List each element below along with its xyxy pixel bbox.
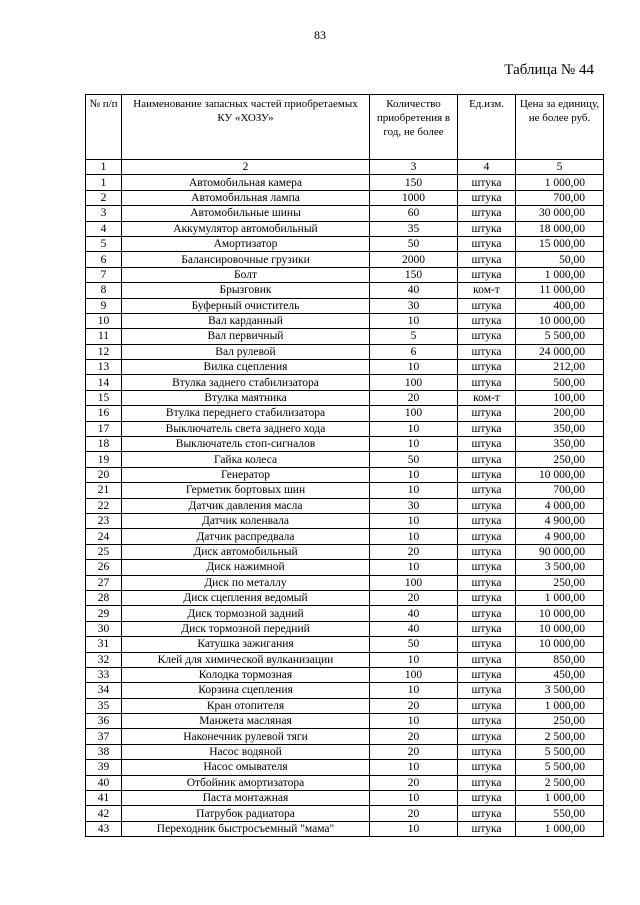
price: 5 500,00	[516, 329, 604, 344]
price: 2 500,00	[516, 775, 604, 790]
part-name: Клей для химической вулканизации	[122, 652, 370, 667]
table-row	[86, 560, 604, 575]
table-row	[86, 590, 604, 605]
table-caption: Таблица № 44	[504, 62, 594, 78]
quantity: 100	[370, 575, 458, 590]
price: 500,00	[516, 375, 604, 390]
row-number: 10	[86, 313, 122, 328]
part-name: Амортизатор	[122, 236, 370, 251]
col-number-5: 5	[516, 160, 604, 175]
table-row	[86, 575, 604, 590]
part-name: Датчик давления масла	[122, 498, 370, 513]
quantity: 6	[370, 344, 458, 359]
unit: штука	[458, 729, 516, 744]
quantity: 10	[370, 560, 458, 575]
quantity: 2000	[370, 252, 458, 267]
part-name: Датчик коленвала	[122, 513, 370, 528]
price: 400,00	[516, 298, 604, 313]
unit: штука	[458, 267, 516, 282]
unit: штука	[458, 821, 516, 836]
quantity: 20	[370, 390, 458, 405]
quantity: 10	[370, 821, 458, 836]
price: 1 000,00	[516, 175, 604, 190]
price: 24 000,00	[516, 344, 604, 359]
header-name: Наименование запасных частей приобретаемых КУ «ХОЗУ»	[122, 95, 370, 160]
price: 1 000,00	[516, 791, 604, 806]
price: 212,00	[516, 360, 604, 375]
row-number: 20	[86, 467, 122, 482]
header-price: Цена за единицу, не более руб.	[516, 95, 604, 160]
unit: штука	[458, 437, 516, 452]
row-number: 28	[86, 590, 122, 605]
quantity: 20	[370, 544, 458, 559]
price: 50,00	[516, 252, 604, 267]
unit: штука	[458, 667, 516, 682]
part-name: Катушка зажигания	[122, 637, 370, 652]
quantity: 50	[370, 236, 458, 251]
table-row	[86, 683, 604, 698]
unit: штука	[458, 637, 516, 652]
quantity: 1000	[370, 190, 458, 205]
unit: штука	[458, 683, 516, 698]
table-row	[86, 390, 604, 405]
quantity: 10	[370, 467, 458, 482]
price: 700,00	[516, 190, 604, 205]
table-row	[86, 513, 604, 528]
column-number-row	[86, 160, 604, 175]
part-name: Втулка заднего стабилизатора	[122, 375, 370, 390]
quantity: 50	[370, 637, 458, 652]
table-row	[86, 360, 604, 375]
price: 1 000,00	[516, 590, 604, 605]
row-number: 37	[86, 729, 122, 744]
row-number: 2	[86, 190, 122, 205]
unit: штука	[458, 498, 516, 513]
price: 10 000,00	[516, 621, 604, 636]
price: 11 000,00	[516, 283, 604, 298]
table-row	[86, 606, 604, 621]
part-name: Патрубок радиатора	[122, 806, 370, 821]
part-name: Брызговик	[122, 283, 370, 298]
row-number: 26	[86, 560, 122, 575]
price: 30 000,00	[516, 206, 604, 221]
row-number: 21	[86, 483, 122, 498]
table-row	[86, 175, 604, 190]
table-row	[86, 621, 604, 636]
row-number: 40	[86, 775, 122, 790]
unit: штука	[458, 206, 516, 221]
row-number: 42	[86, 806, 122, 821]
spare-parts-table	[85, 94, 604, 837]
part-name: Балансировочные грузики	[122, 252, 370, 267]
table-row	[86, 667, 604, 682]
unit: штука	[458, 575, 516, 590]
table-row	[86, 406, 604, 421]
unit: штука	[458, 529, 516, 544]
table-row	[86, 437, 604, 452]
header-number: № п/п	[86, 95, 122, 160]
quantity: 40	[370, 606, 458, 621]
row-number: 18	[86, 437, 122, 452]
part-name: Втулка маятника	[122, 390, 370, 405]
table-row	[86, 467, 604, 482]
price: 2 500,00	[516, 729, 604, 744]
quantity: 20	[370, 729, 458, 744]
table-row	[86, 821, 604, 836]
unit: штука	[458, 252, 516, 267]
header-quantity: Количество приобретения в год, не более	[370, 95, 458, 160]
quantity: 20	[370, 744, 458, 759]
row-number: 30	[86, 621, 122, 636]
row-number: 24	[86, 529, 122, 544]
price: 700,00	[516, 483, 604, 498]
price: 10 000,00	[516, 467, 604, 482]
table-row	[86, 267, 604, 282]
table-row	[86, 329, 604, 344]
quantity: 10	[370, 483, 458, 498]
quantity: 5	[370, 329, 458, 344]
part-name: Переходник быстросъемный "мама"	[122, 821, 370, 836]
part-name: Диск тормозной передний	[122, 621, 370, 636]
quantity: 10	[370, 313, 458, 328]
part-name: Вал рулевой	[122, 344, 370, 359]
unit: штука	[458, 606, 516, 621]
row-number: 16	[86, 406, 122, 421]
table-row	[86, 313, 604, 328]
part-name: Вал первичный	[122, 329, 370, 344]
table-row	[86, 775, 604, 790]
price: 5 500,00	[516, 760, 604, 775]
table-row	[86, 698, 604, 713]
quantity: 40	[370, 283, 458, 298]
row-number: 13	[86, 360, 122, 375]
col-number-2: 2	[122, 160, 370, 175]
table-row	[86, 483, 604, 498]
price: 3 500,00	[516, 560, 604, 575]
table-row	[86, 544, 604, 559]
part-name: Диск автомобильный	[122, 544, 370, 559]
table-row	[86, 652, 604, 667]
table-row	[86, 298, 604, 313]
quantity: 10	[370, 760, 458, 775]
row-number: 41	[86, 791, 122, 806]
unit: штука	[458, 344, 516, 359]
quantity: 10	[370, 683, 458, 698]
row-number: 25	[86, 544, 122, 559]
price: 10 000,00	[516, 606, 604, 621]
row-number: 3	[86, 206, 122, 221]
quantity: 10	[370, 652, 458, 667]
unit: штука	[458, 560, 516, 575]
quantity: 10	[370, 513, 458, 528]
col-number-4: 4	[458, 160, 516, 175]
table-row	[86, 452, 604, 467]
table-row	[86, 806, 604, 821]
price: 10 000,00	[516, 637, 604, 652]
part-name: Автомобильные шины	[122, 206, 370, 221]
part-name: Автомобильная лампа	[122, 190, 370, 205]
price: 4 900,00	[516, 529, 604, 544]
row-number: 17	[86, 421, 122, 436]
row-number: 31	[86, 637, 122, 652]
unit: штука	[458, 791, 516, 806]
unit: штука	[458, 714, 516, 729]
unit: штука	[458, 698, 516, 713]
table-row	[86, 498, 604, 513]
unit: штука	[458, 513, 516, 528]
price: 3 500,00	[516, 683, 604, 698]
row-number: 27	[86, 575, 122, 590]
unit: штука	[458, 329, 516, 344]
table-row	[86, 190, 604, 205]
price: 10 000,00	[516, 313, 604, 328]
table-row	[86, 344, 604, 359]
table-row	[86, 236, 604, 251]
part-name: Выключатель стоп-сигналов	[122, 437, 370, 452]
quantity: 100	[370, 667, 458, 682]
quantity: 30	[370, 298, 458, 313]
part-name: Герметик бортовых шин	[122, 483, 370, 498]
table-row	[86, 252, 604, 267]
unit: штука	[458, 760, 516, 775]
quantity: 10	[370, 529, 458, 544]
row-number: 33	[86, 667, 122, 682]
table-row	[86, 221, 604, 236]
row-number: 7	[86, 267, 122, 282]
part-name: Манжета масляная	[122, 714, 370, 729]
price: 850,00	[516, 652, 604, 667]
part-name: Диск по металлу	[122, 575, 370, 590]
quantity: 100	[370, 406, 458, 421]
unit: штука	[458, 744, 516, 759]
table-row	[86, 637, 604, 652]
page-number: 83	[314, 28, 326, 42]
part-name: Диск нажимной	[122, 560, 370, 575]
part-name: Паста монтажная	[122, 791, 370, 806]
unit: штука	[458, 375, 516, 390]
quantity: 10	[370, 791, 458, 806]
row-number: 15	[86, 390, 122, 405]
row-number: 4	[86, 221, 122, 236]
unit: штука	[458, 421, 516, 436]
unit: штука	[458, 190, 516, 205]
quantity: 20	[370, 698, 458, 713]
quantity: 10	[370, 714, 458, 729]
price: 350,00	[516, 421, 604, 436]
row-number: 19	[86, 452, 122, 467]
quantity: 20	[370, 775, 458, 790]
unit: штука	[458, 775, 516, 790]
unit: штука	[458, 298, 516, 313]
price: 18 000,00	[516, 221, 604, 236]
row-number: 29	[86, 606, 122, 621]
unit: штука	[458, 236, 516, 251]
quantity: 100	[370, 375, 458, 390]
unit: штука	[458, 452, 516, 467]
price: 1 000,00	[516, 821, 604, 836]
row-number: 36	[86, 714, 122, 729]
row-number: 23	[86, 513, 122, 528]
col-number-1: 1	[86, 160, 122, 175]
quantity: 10	[370, 421, 458, 436]
part-name: Гайка колеса	[122, 452, 370, 467]
quantity: 50	[370, 452, 458, 467]
unit: штука	[458, 483, 516, 498]
part-name: Кран отопителя	[122, 698, 370, 713]
unit: ком-т	[458, 390, 516, 405]
unit: штука	[458, 360, 516, 375]
price: 1 000,00	[516, 267, 604, 282]
table-body	[86, 160, 604, 837]
quantity: 40	[370, 621, 458, 636]
table-row	[86, 714, 604, 729]
part-name: Генератор	[122, 467, 370, 482]
row-number: 39	[86, 760, 122, 775]
quantity: 150	[370, 267, 458, 282]
part-name: Автомобильная камера	[122, 175, 370, 190]
row-number: 9	[86, 298, 122, 313]
part-name: Диск тормозной задний	[122, 606, 370, 621]
price: 200,00	[516, 406, 604, 421]
table-row	[86, 421, 604, 436]
quantity: 10	[370, 360, 458, 375]
quantity: 150	[370, 175, 458, 190]
unit: штука	[458, 467, 516, 482]
unit: штука	[458, 590, 516, 605]
row-number: 5	[86, 236, 122, 251]
part-name: Втулка переднего стабилизатора	[122, 406, 370, 421]
part-name: Вилка сцепления	[122, 360, 370, 375]
part-name: Датчик распредвала	[122, 529, 370, 544]
table-row	[86, 206, 604, 221]
part-name: Колодка тормозная	[122, 667, 370, 682]
row-number: 14	[86, 375, 122, 390]
unit: ком-т	[458, 283, 516, 298]
unit: штука	[458, 175, 516, 190]
price: 15 000,00	[516, 236, 604, 251]
quantity: 35	[370, 221, 458, 236]
table-row	[86, 791, 604, 806]
price: 450,00	[516, 667, 604, 682]
row-number: 43	[86, 821, 122, 836]
row-number: 1	[86, 175, 122, 190]
price: 250,00	[516, 452, 604, 467]
part-name: Болт	[122, 267, 370, 282]
price: 4 000,00	[516, 498, 604, 513]
price: 90 000,00	[516, 544, 604, 559]
unit: штука	[458, 221, 516, 236]
row-number: 35	[86, 698, 122, 713]
price: 550,00	[516, 806, 604, 821]
unit: штука	[458, 652, 516, 667]
row-number: 34	[86, 683, 122, 698]
unit: штука	[458, 313, 516, 328]
col-number-3: 3	[370, 160, 458, 175]
quantity: 20	[370, 590, 458, 605]
part-name: Корзина сцепления	[122, 683, 370, 698]
table-row	[86, 375, 604, 390]
unit: штука	[458, 544, 516, 559]
price: 100,00	[516, 390, 604, 405]
price: 350,00	[516, 437, 604, 452]
price: 4 900,00	[516, 513, 604, 528]
part-name: Насос водяной	[122, 744, 370, 759]
price: 250,00	[516, 575, 604, 590]
row-number: 38	[86, 744, 122, 759]
part-name: Вал карданный	[122, 313, 370, 328]
part-name: Буферный очиститель	[122, 298, 370, 313]
part-name: Наконечник рулевой тяги	[122, 729, 370, 744]
row-number: 22	[86, 498, 122, 513]
row-number: 6	[86, 252, 122, 267]
price: 1 000,00	[516, 698, 604, 713]
part-name: Насос омывателя	[122, 760, 370, 775]
table-row	[86, 744, 604, 759]
row-number: 11	[86, 329, 122, 344]
part-name: Выключатель света заднего хода	[122, 421, 370, 436]
part-name: Отбойник амортизатора	[122, 775, 370, 790]
quantity: 30	[370, 498, 458, 513]
part-name: Диск сцепления ведомый	[122, 590, 370, 605]
row-number: 8	[86, 283, 122, 298]
table-row	[86, 283, 604, 298]
part-name: Аккумулятор автомобильный	[122, 221, 370, 236]
table-row	[86, 729, 604, 744]
price: 250,00	[516, 714, 604, 729]
quantity: 60	[370, 206, 458, 221]
table-header	[86, 95, 604, 160]
row-number: 12	[86, 344, 122, 359]
table-row	[86, 529, 604, 544]
unit: штука	[458, 621, 516, 636]
quantity: 10	[370, 437, 458, 452]
header-unit: Ед.изм.	[458, 95, 516, 160]
table-row	[86, 760, 604, 775]
quantity: 20	[370, 806, 458, 821]
unit: штука	[458, 806, 516, 821]
price: 5 500,00	[516, 744, 604, 759]
unit: штука	[458, 406, 516, 421]
row-number: 32	[86, 652, 122, 667]
